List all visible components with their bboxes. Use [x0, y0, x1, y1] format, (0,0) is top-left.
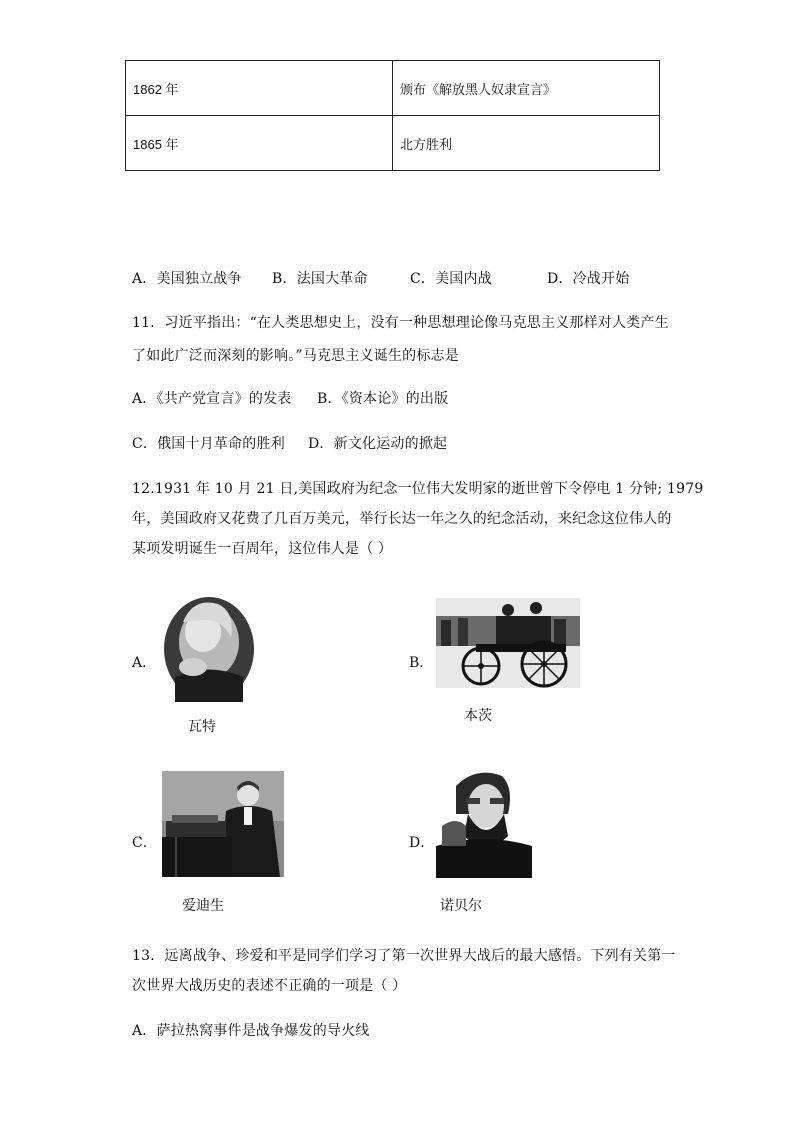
event-cell: 颁布《解放黑人奴隶宣言》: [393, 61, 660, 116]
q12-stem-line1: 12.1931 年 10 月 21 日,美国政府为纪念一位伟大发明家的逝世曾下令停电 1 分钟; 1979: [132, 481, 704, 497]
table-row: [126, 61, 660, 116]
year-cell: 1862 年: [126, 61, 393, 116]
watt-portrait-image: [163, 592, 255, 702]
q13-stem-line2: 次世界大战历史的表述不正确的一项是（ ）: [132, 978, 407, 994]
q13-option-a: A．萨拉热窝事件是战争爆发的导火线: [132, 1023, 370, 1039]
year-cell: 1865 年: [126, 116, 393, 171]
timeline-table: [125, 60, 660, 171]
q11-option-a: A．《共产党宣言》的发表: [132, 391, 292, 407]
q11-option-c: C．俄国十月革命的胜利: [132, 436, 285, 452]
nobel-portrait-image: [436, 766, 532, 878]
q12-option-a-caption: 瓦特: [188, 719, 216, 735]
q11-stem-line1: 11．习近平指出：“在人类思想史上，没有一种思想理论像马克思主义那样对人类产生: [132, 315, 669, 331]
q12-option-d-caption: 诺贝尔: [440, 898, 482, 914]
q10-option-c: C．美国内战: [410, 271, 492, 287]
q10-option-d: D．冷战开始: [547, 271, 630, 287]
q12-option-d-label: D．: [409, 835, 435, 851]
event-cell: 北方胜利: [393, 116, 660, 171]
q11-option-d: D．新文化运动的掀起: [308, 436, 448, 452]
q13-stem-line1: 13．远离战争、珍爱和平是同学们学习了第一次世界大战后的最大感悟。下列有关第一: [132, 948, 676, 964]
q11-stem-line2: 了如此广泛而深刻的影响。”马克思主义诞生的标志是: [132, 348, 459, 364]
q12-option-c-label: C．: [132, 835, 157, 851]
q12-option-b-caption: 本茨: [464, 708, 492, 724]
edison-phonograph-image: [162, 771, 284, 877]
q12-option-b-label: B．: [409, 655, 434, 671]
q12-option-c-caption: 爱迪生: [182, 898, 224, 914]
q11-option-b: B．《资本论》的出版: [317, 391, 449, 407]
q10-option-a: A．美国独立战争: [132, 271, 242, 287]
benz-car-image: [436, 598, 580, 688]
q12-option-a-label: A．: [132, 655, 157, 671]
table-row: [126, 116, 660, 171]
q12-stem-line2: 年，美国政府又花费了几百万美元，举行长达一年之久的纪念活动，来纪念这位伟人的: [132, 511, 672, 527]
q10-option-b: B．法国大革命: [272, 271, 368, 287]
q12-stem-line3: 某项发明诞生一百周年，这位伟人是（ ）: [132, 541, 393, 557]
